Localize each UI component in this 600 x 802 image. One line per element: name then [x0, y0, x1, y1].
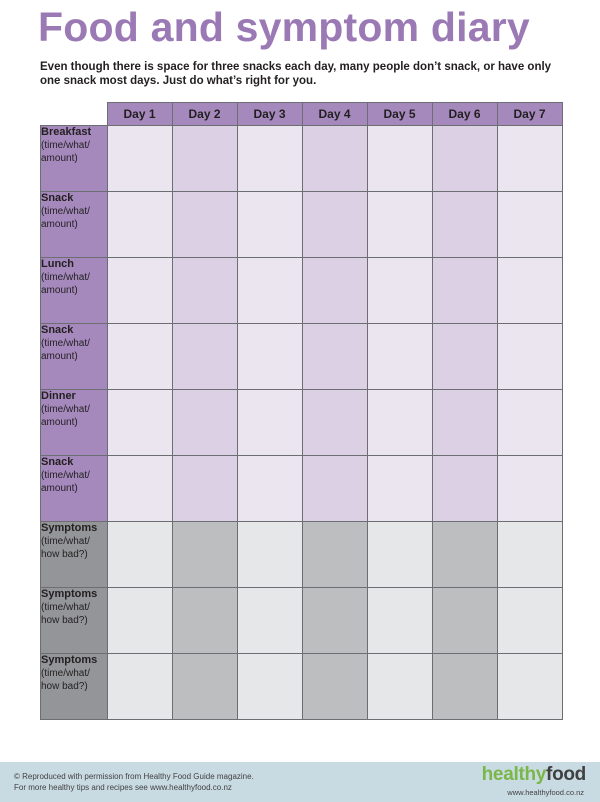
entry-cell[interactable]: [237, 390, 302, 456]
entry-cell[interactable]: [432, 192, 497, 258]
row-label-sub: (time/what/ amount): [41, 404, 90, 428]
intro-text: Even though there is space for three snacks each day, many people don’t snack, or have only one snack most days. Just do what’s right for you.: [40, 61, 552, 87]
entry-cell[interactable]: [367, 456, 432, 522]
row-label-sub: (time/what/ amount): [41, 140, 90, 164]
entry-cell[interactable]: [302, 126, 367, 192]
entry-cell[interactable]: [237, 522, 302, 588]
diary-row: [41, 324, 563, 390]
row-label: [41, 456, 108, 522]
entry-cell[interactable]: [107, 126, 172, 192]
credit-line: © Reproduced with permission from Healthy Food Guide magazine.: [14, 772, 254, 781]
entry-cell[interactable]: [237, 324, 302, 390]
row-label: [41, 588, 108, 654]
entry-cell[interactable]: [237, 456, 302, 522]
entry-cell[interactable]: [172, 126, 237, 192]
entry-cell[interactable]: [302, 258, 367, 324]
entry-cell[interactable]: [497, 192, 562, 258]
entry-cell[interactable]: [107, 654, 172, 720]
diary-row: [41, 654, 563, 720]
entry-cell[interactable]: [172, 456, 237, 522]
entry-cell[interactable]: [367, 522, 432, 588]
row-label-title: Breakfast: [41, 126, 92, 138]
row-label-title: Snack: [41, 192, 74, 204]
row-label-title: Snack: [41, 456, 74, 468]
row-label-sub: (time/what/ amount): [41, 470, 90, 494]
entry-cell[interactable]: [107, 192, 172, 258]
entry-cell[interactable]: [367, 126, 432, 192]
entry-cell[interactable]: [432, 654, 497, 720]
row-label: [41, 258, 108, 324]
entry-cell[interactable]: [172, 324, 237, 390]
entry-cell[interactable]: [107, 588, 172, 654]
day-header: Day 4: [302, 103, 367, 126]
table-corner: [41, 103, 108, 126]
entry-cell[interactable]: [107, 390, 172, 456]
entry-cell[interactable]: [367, 258, 432, 324]
day-header: Day 3: [237, 103, 302, 126]
row-label-title: Lunch: [41, 258, 74, 270]
entry-cell[interactable]: [107, 324, 172, 390]
brand-url: www.healthyfood.co.nz: [507, 788, 584, 797]
entry-cell[interactable]: [432, 522, 497, 588]
diary-row: [41, 192, 563, 258]
entry-cell[interactable]: [302, 456, 367, 522]
entry-cell[interactable]: [497, 522, 562, 588]
day-header: Day 7: [497, 103, 562, 126]
page-title: Food and symptom diary: [38, 4, 530, 50]
entry-cell[interactable]: [367, 654, 432, 720]
entry-cell[interactable]: [302, 390, 367, 456]
row-label-title: Symptoms: [41, 654, 98, 666]
row-label-sub: (time/what/ amount): [41, 206, 90, 230]
header-row: [41, 103, 563, 126]
entry-cell[interactable]: [237, 258, 302, 324]
diary-table: [40, 102, 563, 720]
entry-cell[interactable]: [107, 456, 172, 522]
entry-cell[interactable]: [432, 390, 497, 456]
credit-line: For more healthy tips and recipes see www.healthyfood.co.nz: [14, 783, 232, 792]
diary-row: [41, 258, 563, 324]
row-label-sub: (time/what/ how bad?): [41, 668, 90, 692]
row-label: [41, 522, 108, 588]
day-header: Day 5: [367, 103, 432, 126]
entry-cell[interactable]: [172, 588, 237, 654]
entry-cell[interactable]: [172, 654, 237, 720]
entry-cell[interactable]: [497, 126, 562, 192]
entry-cell[interactable]: [367, 588, 432, 654]
row-label-sub: (time/what/ amount): [41, 272, 90, 296]
credit-text: [14, 771, 254, 793]
entry-cell[interactable]: [302, 324, 367, 390]
footer-band: [0, 762, 600, 802]
entry-cell[interactable]: [172, 258, 237, 324]
entry-cell[interactable]: [367, 390, 432, 456]
row-label: [41, 324, 108, 390]
entry-cell[interactable]: [237, 588, 302, 654]
entry-cell[interactable]: [367, 324, 432, 390]
diary-row: [41, 456, 563, 522]
row-label-title: Dinner: [41, 390, 76, 402]
entry-cell[interactable]: [237, 192, 302, 258]
entry-cell[interactable]: [237, 654, 302, 720]
row-label-sub: (time/what/ amount): [41, 338, 90, 362]
entry-cell[interactable]: [497, 324, 562, 390]
entry-cell[interactable]: [497, 456, 562, 522]
row-label: [41, 654, 108, 720]
diary-row: [41, 126, 563, 192]
day-header: Day 1: [107, 103, 172, 126]
entry-cell[interactable]: [497, 258, 562, 324]
brand-logo: [482, 764, 586, 786]
diary-row: [41, 522, 563, 588]
entry-cell[interactable]: [432, 126, 497, 192]
brand-logo-part: healthy: [481, 764, 547, 785]
entry-cell[interactable]: [172, 390, 237, 456]
entry-cell[interactable]: [432, 456, 497, 522]
row-label: [41, 390, 108, 456]
entry-cell[interactable]: [302, 522, 367, 588]
row-label-title: Symptoms: [41, 522, 98, 534]
brand-logo-part: food: [546, 764, 586, 785]
entry-cell[interactable]: [172, 522, 237, 588]
entry-cell[interactable]: [172, 192, 237, 258]
entry-cell[interactable]: [367, 192, 432, 258]
row-label-sub: (time/what/ how bad?): [41, 602, 90, 626]
row-label-title: Snack: [41, 324, 74, 336]
day-header: Day 6: [432, 103, 497, 126]
diary-row: [41, 588, 563, 654]
entry-cell[interactable]: [497, 654, 562, 720]
entry-cell[interactable]: [432, 588, 497, 654]
entry-cell[interactable]: [237, 126, 302, 192]
row-label: [41, 192, 108, 258]
entry-cell[interactable]: [302, 588, 367, 654]
entry-cell[interactable]: [432, 258, 497, 324]
entry-cell[interactable]: [497, 390, 562, 456]
row-label-title: Symptoms: [41, 588, 98, 600]
entry-cell[interactable]: [302, 654, 367, 720]
entry-cell[interactable]: [302, 192, 367, 258]
row-label: [41, 126, 108, 192]
entry-cell[interactable]: [497, 588, 562, 654]
diary-row: [41, 390, 563, 456]
row-label-sub: (time/what/ how bad?): [41, 536, 90, 560]
entry-cell[interactable]: [107, 522, 172, 588]
day-header: Day 2: [172, 103, 237, 126]
entry-cell[interactable]: [107, 258, 172, 324]
entry-cell[interactable]: [432, 324, 497, 390]
